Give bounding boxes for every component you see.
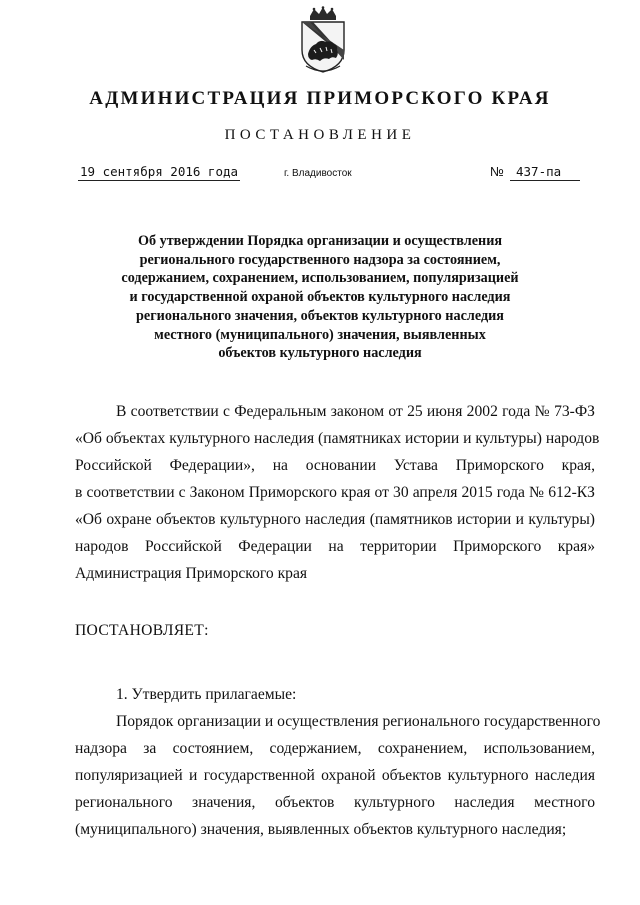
item-line: популяризацией и государственной охраной объектов культурного наследия (75, 767, 595, 784)
item-line: регионального значения, объектов культурного наследия местного (75, 794, 595, 811)
item-line: надзора за состоянием, содержанием, сохранением, использованием, (75, 740, 595, 757)
subject-line: содержанием, сохранением, использованием, популяризацией (121, 270, 519, 287)
document-type: ПОСТАНОВЛЕНИЕ (224, 127, 416, 143)
document-subject (100, 232, 540, 363)
document-number: 437-па (510, 164, 580, 181)
document-date: 19 сентября 2016 года (80, 164, 239, 179)
subject-line: и государственной охраной объектов культурного наследия (129, 289, 511, 306)
subject-line: Об утверждении Порядка организации и осуществления (137, 233, 503, 249)
item-line: Порядок организации и осуществления регионального государственного (116, 713, 601, 730)
item-line: (муниципального) значения, выявленных объектов культурного наследия; (75, 821, 567, 838)
subject-line: местного (муниципального) значения, выявленных (154, 326, 486, 343)
preamble-line: народов Российской Федерации на территории Приморского края» (75, 538, 595, 555)
preamble-line: в соответствии с Законом Приморского края от 30 апреля 2015 года № 612-КЗ (75, 484, 595, 501)
preamble-line: Российской Федерации», на основании Устава Приморского края, (75, 457, 595, 474)
preamble-line: «Об охране объектов культурного наследия (памятников истории и культуры) (75, 511, 595, 528)
document-city: г. Владивосток (284, 168, 352, 179)
subject-line: регионального государственного надзора за состоянием, (139, 251, 501, 268)
organization-title: АДМИНИСТРАЦИЯ ПРИМОРСКОГО КРАЯ (89, 88, 551, 109)
preamble-line: Администрация Приморского края (75, 565, 308, 582)
decree-word: ПОСТАНОВЛЯЕТ: (75, 622, 209, 639)
preamble-line: «Об объектах культурного наследия (памятниках истории и культуры) народов (75, 430, 600, 447)
number-sign: № (490, 164, 504, 179)
item-line: 1. Утвердить прилагаемые: (116, 686, 297, 703)
subject-line: регионального значения, объектов культурного наследия (136, 307, 504, 324)
primorsky-coat-of-arms-icon (296, 6, 350, 74)
subject-line: объектов культурного наследия (218, 345, 422, 362)
preamble-line: В соответствии с Федеральным законом от 25 июня 2002 года № 73-ФЗ (116, 403, 595, 420)
